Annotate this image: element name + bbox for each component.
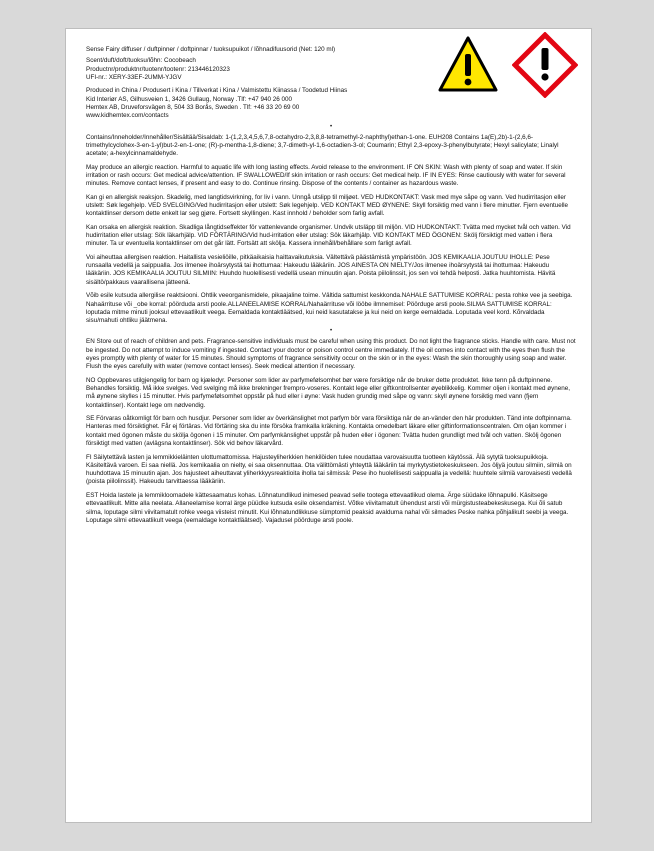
hazard-statement-se: Kan orsaka en allergisk reaktion. Skadliga långtidseffekter för vattenlevande organismer. Undvik utsläpp till miljön. VID HUDKONTAKT: Tvätta med mycket tvål och vatten. Vid hudirritation eller utslag: Sök läkarhjälp. VID FÖRTÄRING/Vid hud-irritation eller utslag: Sök läkarhjälp. VID KONTAKT MED ÖGONEN: Skölj försiktigt med vatten i flera minuter. Ta ur eventuella kontaktlinser om det går lätt. Fortsätt att skölja. Kassera innehåll/behållare som farligt avfall. <box>86 223 571 248</box>
hazard-statement-fi: Voi aiheuttaa allergisen reaktion. Haitallista vesieliöille, pitkäaikaisia haittavaikutuksia. Vältettävä päästämistä ympäristöön. JOS KEMIKAALIA JOUTUU IHOLLE: Pese runsaalla vedellä ja saippualla. Jos ilmenee ihoärsytystä tai ihottumaa: Hakeudu lääkäriin. JOS AINESTA ON NIELTY/Jos ilmenee ihoärsytystä tai ihottumaa: Hakeudu lääkäriin. JOS KEMIKAALIA JOUTUU SILMIIN: Huuhdo huolellisesti vedellä usean minuutin ajan. Poista piilolinssit, jos sen voi tehdä helposti. Jatka huuhtomista. Hävitä sisältö/pakkaus vaarallisena jätteenä. <box>86 253 556 286</box>
hazard-statement-no: Kan gi en allergisk reaksjon. Skadelig, med langtidsvirkning, for liv i vann. Unngå utslipp til miljøet. VED HUDKONTAKT: Vask med mye såpe og vann. Ved hudirritasjon eller utslett: Søk legehjelp. VED SVELGING/Ved hudirritasjon eller utslett: Søk legehjelp. VED KONTAKT MED ØYNENE: Skyll forsiktig med vann i flere minutter. Fjern eventuelle kontaktlinser dersom dette enkelt lar seg gjøre. Fortsett skyllingen. Kast innhold / beholder som farlig avfall. <box>86 193 569 218</box>
safety-text-est: EST Hoida lastele ja lemmikloomadele kättesaamatus kohas. Lõhnatundlikud inimesed peavad selle tootega ettevaatlikud olema. Ärge süüdake lõhnapulki. Käsitsege ettevaatlikult. Mitte alla neelata. Allaneelamise korral ärge püüdke kutsuda esile oksendamist. Võtke viivitamatult ühendust arsti või mürgistusteabekeskusega. Kui õli satub silma, loputage silmi viivitamatult rohke veega viisteist minutit. Kui lõhnatundlikkuse sümptomid peaksid avalduma nahal või silmades Peske nahka põhjalikult seebi ja veega. Loputage silmi ettevaatlikult veega (eemaldage kontaktläätsed). Vajadusel pöörduge arsti poole. <box>86 491 569 524</box>
label-sheet <box>65 28 592 823</box>
safety-text-se: SE Förvaras oåtkomligt för barn och husdjur. Personer som lider av överkänslighet mot parfym bör vara försiktiga när de an-vänder den här produkten. Tänd inte doftpinnarna. Hanteras med försiktighet. Får ej förtäras. Vid förtäring ska du inte försöka framkalla kräkning. Kontakta omedelbart läkare eller giftinformationscentralen. Om oljan kommer i kontakt med ögonen måste du skölja ögonen i 15 minuter. Om parfymkänslighet uppstår på huden eller i ögonen: Tvätta huden grundligt med tvål och vatten. Skölj ögonen försiktigt med vatten (avlägsna kontaktlinser). Sök vid behov läkarvård. <box>86 415 572 448</box>
label-text <box>86 46 576 530</box>
safety-text-no: NO Oppbevares utilgjengelig for barn og kjæledyr. Personer som lider av parfymefølsomhet bør være forsiktige når de bruker dette produktet. Ikke tenn på duftpinnene. Behandles forsiktig. Må ikke svelges. Ved svelging må ikke brekninger frempro-voseres. Kontakt lege eller giftkontrollsenter øyeblikkelig. Kommer oljen i kontakt med øynene, må øynene skylles i 15 minutter. Hvis parfymefølsomhet oppstår på hud eller i øyne: Vask huden grundig med såpe og vann: skyll øynene forsiktig med vann (fjern kontaktlinser). Kontakt lege om nødvendig. <box>86 376 571 409</box>
hazard-statement-est: Võib esile kutsuda allergilise reaktsiooni. Ohtlik veeorganismidele, pikaajaline toime. Vältida sattumist keskkonda.NAHALE SATTUMISE KORRAL: pesta rohke vee ja seebiga. Nahaärrituse või _obe korral: pöörduda arsti poole.ALLANEELAMISE KORRAL/Nahaärrituse või lööbe ilmnemisel: Pöörduge arsti poole.SILMA SATTUMISE KORRAL: loputada mitme minuti jooksul ettevaatlikult veega. Eemaldada kontaktläätsed, kui neid kasutatakse ja kui neid on kerge eemaldada. Loputada veel kord. Kõrvaldada sisu/mahuti ohtliku jäätmena. <box>86 292 573 325</box>
separator-dot: • <box>329 123 333 130</box>
product-identifiers: Scent/duft/doft/tuoksu/lõhn: Cocobeach Productnr/produktnr/tuotenr/tootenr: 213446120323 UFI-nr.: XERY-33EF-2UMM-YJGV <box>86 57 230 81</box>
safety-text-en: EN Store out of reach of children and pets. Fragrance-sensitive individuals must be careful when using this product. Do not light the fragrance sticks. Handle with care. Must not be ingested. Do not attempt to induce vomiting if ingested. Contact your doctor or poison control centre immediately. If the oil comes into contact with the eyes then flush the eyes promptly with plenty of water for 15 minutes. Should symptoms of fragrance sensitivity occur on the skin or in the eyes: Wash the skin thoroughly using soap and water. Flush the eyes carefully with water (remove contact lenses). Seek medical attention if necessary. <box>86 338 576 371</box>
hazard-statement-en: May produce an allergic reaction. Harmful to aquatic life with long lasting effects. Avoid release to the environment. IF ON SKIN: Wash with plenty of soap and water. If skin irritation or rash occurs: Get medical advice/attention. IF SWALLOWED/If skin irritation or rash occurs: Get medical help. IF IN EYES: Rinse cautiously with water for several minutes. Remove contact lenses, if present and easy to do. Continue rinsing. Dispose of the contents / container as hazardous waste. <box>86 163 566 188</box>
product-name: Sense Fairy diffuser / duftpinner / doftpinnar / tuoksupuikot / lõhnadifuusorid (Net: 120 ml) <box>86 46 336 53</box>
manufacturer-address: Produced in China / Produsert i Kina / Tillverkat i Kina / Valmistettu Kiinassa / Toodetud Hiinas Kid Interiør AS, Gilhusveien 1, 3426 Gullaug, Norway .Tlf: +47 940 26 000 Hemtex AB, Druveforsvägen 8, 504 33 Borås, Sweden . Tlf: +46 33 20 69 00 www.kidhemtex.com/contacts <box>86 87 348 120</box>
safety-text-fi: FI Säilytettävä lasten ja lemmikkieläinten ulottumattomissa. Hajusteyliherkkien henkilöiden tulee noudattaa varovaisuutta tuotteen käytössä. Älä sytytä tuoksupuikkoja. Käsiteltävä varoen. Ei saa niellä. Jos kemikaalia on nielty, ei saa oksennuttaa. Ota välittömästi yhteyttä lääkäriin tai myrkytystietokeskukseen. Jos öljyä joutuu silmiin, silmiä on huuhdottava 15 minuutin ajan. Jos hajusteet aiheuttavat yliherkkyysreaktioita iholla tai silmissä: Pese iho huolellisesti saippualla ja vedellä: huuhtele silmiä varovaisesti vedellä (poista piilolinssit). Hakeudu tarvittaessa lääkäriin. <box>86 453 572 486</box>
separator-dot: • <box>329 328 333 335</box>
hazard-ingredients: Contains/Inneholder/Innehåller/Sisältää/Sisaldab: 1-(1,2,3,4,5,6,7,8-octahydro-2,3,8,8-tetramethyl-2-naphthyl)ethan-1-one. EUH208 Contains 1a(E),2b)-1-(2,6,6-trimethylcyclohex-3-en-1-yl)but-2-en-1-one; (R)-p-mentha-1,8-diene; 3,7-dimeth-yl-1,6-octadien-3-ol; Coumarin; Ethyl 2,3-epoxy-3-phenylbutyrate; Hexyl salicylate; Linalyl acetate; a-hexylcinnamaldehyde. <box>86 133 559 158</box>
